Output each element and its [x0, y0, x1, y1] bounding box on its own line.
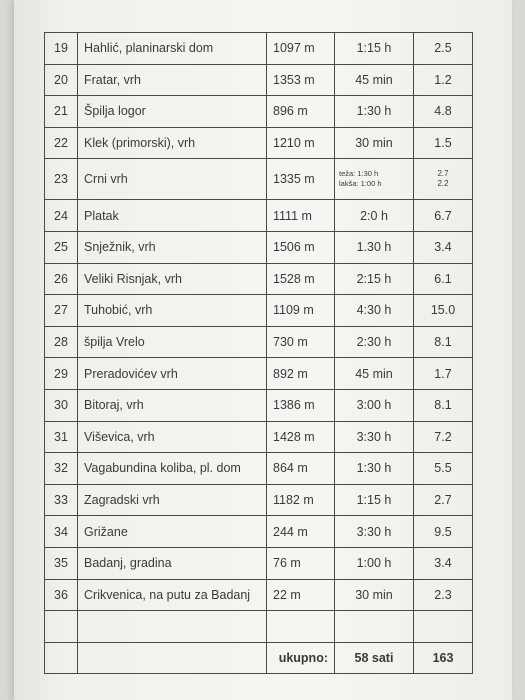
empty-cell [45, 642, 78, 674]
row-number: 19 [45, 33, 78, 65]
altitude: 1353 m [267, 64, 335, 96]
location-name: Crni vrh [78, 159, 267, 200]
total-label: ukupno: [267, 642, 335, 674]
row-number: 23 [45, 159, 78, 200]
table-row [45, 421, 473, 453]
distance: 2.7 [414, 484, 473, 516]
distance: 2.3 [414, 579, 473, 611]
time: 45 min [335, 358, 414, 390]
altitude: 1182 m [267, 484, 335, 516]
row-number: 35 [45, 547, 78, 579]
location-name: Špilja logor [78, 96, 267, 128]
table-row [45, 127, 473, 159]
altitude: 1210 m [267, 127, 335, 159]
location-name: Platak [78, 200, 267, 232]
distance: 2.5 [414, 33, 473, 65]
time-hard: teža: 1:30 h [339, 169, 379, 179]
distance: 1.5 [414, 127, 473, 159]
row-number: 36 [45, 579, 78, 611]
altitude: 1111 m [267, 200, 335, 232]
row-number: 29 [45, 358, 78, 390]
row-number: 20 [45, 64, 78, 96]
table-row [45, 326, 473, 358]
row-number: 22 [45, 127, 78, 159]
location-name: špilja Vrelo [78, 326, 267, 358]
table-row [45, 547, 473, 579]
time: 30 min [335, 579, 414, 611]
row-number: 28 [45, 326, 78, 358]
location-name: Grižane [78, 516, 267, 548]
distance: 5.5 [414, 453, 473, 485]
total-time: 58 sati [335, 642, 414, 674]
altitude: 730 m [267, 326, 335, 358]
location-name: Crikvenica, na putu za Badanj [78, 579, 267, 611]
altitude: 864 m [267, 453, 335, 485]
table-row-empty [45, 611, 473, 643]
distance: 6.7 [414, 200, 473, 232]
row-number: 25 [45, 231, 78, 263]
location-name: Viševica, vrh [78, 421, 267, 453]
empty-cell [78, 642, 267, 674]
table-row [45, 33, 473, 65]
altitude: 1528 m [267, 263, 335, 295]
altitude: 892 m [267, 358, 335, 390]
time-easy: lakša: 1:00 h [339, 179, 382, 189]
empty-cell [414, 611, 473, 643]
distance: 3.4 [414, 231, 473, 263]
location-name: Hahlić, planinarski dom [78, 33, 267, 65]
empty-cell [45, 611, 78, 643]
distance: 4.8 [414, 96, 473, 128]
time: 3:30 h [335, 516, 414, 548]
row-number: 24 [45, 200, 78, 232]
altitude: 244 m [267, 516, 335, 548]
time: 1:30 h [335, 96, 414, 128]
table-row [45, 453, 473, 485]
location-name: Veliki Risnjak, vrh [78, 263, 267, 295]
time: 45 min [335, 64, 414, 96]
altitude: 896 m [267, 96, 335, 128]
distance: 1.2 [414, 64, 473, 96]
location-name: Tuhobić, vrh [78, 295, 267, 327]
location-name: Bitoraj, vrh [78, 389, 267, 421]
time: 1:30 h [335, 453, 414, 485]
time: 1:00 h [335, 547, 414, 579]
location-name: Preradovićev vrh [78, 358, 267, 390]
distance: 9.5 [414, 516, 473, 548]
location-name: Fratar, vrh [78, 64, 267, 96]
distance: 6.1 [414, 263, 473, 295]
location-name: Klek (primorski), vrh [78, 127, 267, 159]
location-name: Snježnik, vrh [78, 231, 267, 263]
hiking-table-body [45, 33, 473, 674]
time: 1:15 h [335, 33, 414, 65]
altitude: 1109 m [267, 295, 335, 327]
row-number: 30 [45, 389, 78, 421]
table-row [45, 200, 473, 232]
table-row [45, 295, 473, 327]
row-number: 21 [45, 96, 78, 128]
time: 4:30 h [335, 295, 414, 327]
table-row [45, 358, 473, 390]
time: 30 min [335, 127, 414, 159]
empty-cell [78, 611, 267, 643]
row-number: 26 [45, 263, 78, 295]
altitude: 1386 m [267, 389, 335, 421]
distance: 8.1 [414, 389, 473, 421]
table-row [45, 159, 473, 200]
table-row [45, 484, 473, 516]
altitude: 1428 m [267, 421, 335, 453]
altitude: 76 m [267, 547, 335, 579]
table-row [45, 64, 473, 96]
time: 1:15 h [335, 484, 414, 516]
book-page [14, 0, 512, 700]
time-cell [335, 159, 414, 200]
table-row [45, 263, 473, 295]
row-number: 33 [45, 484, 78, 516]
altitude: 1335 m [267, 159, 335, 200]
row-number: 32 [45, 453, 78, 485]
distance-cell [414, 159, 473, 200]
time: 2:30 h [335, 326, 414, 358]
table-row-total [45, 642, 473, 674]
distance: 3.4 [414, 547, 473, 579]
distance-hard: 2.7 [437, 169, 449, 179]
empty-cell [267, 611, 335, 643]
distance-easy: 2.2 [437, 179, 449, 189]
time: 2:0 h [335, 200, 414, 232]
table-row [45, 579, 473, 611]
row-number: 31 [45, 421, 78, 453]
row-number: 27 [45, 295, 78, 327]
table-row [45, 389, 473, 421]
time: 2:15 h [335, 263, 414, 295]
distance: 7.2 [414, 421, 473, 453]
altitude: 22 m [267, 579, 335, 611]
distance: 1.7 [414, 358, 473, 390]
hiking-table [44, 32, 473, 674]
altitude: 1097 m [267, 33, 335, 65]
distance: 15.0 [414, 295, 473, 327]
location-name: Badanj, gradina [78, 547, 267, 579]
table-row [45, 96, 473, 128]
empty-cell [335, 611, 414, 643]
time: 1.30 h [335, 231, 414, 263]
row-number: 34 [45, 516, 78, 548]
time: 3:00 h [335, 389, 414, 421]
table-row [45, 231, 473, 263]
distance: 8.1 [414, 326, 473, 358]
table-row [45, 516, 473, 548]
total-distance: 163 [414, 642, 473, 674]
time: 3:30 h [335, 421, 414, 453]
location-name: Vagabundina koliba, pl. dom [78, 453, 267, 485]
location-name: Zagradski vrh [78, 484, 267, 516]
altitude: 1506 m [267, 231, 335, 263]
